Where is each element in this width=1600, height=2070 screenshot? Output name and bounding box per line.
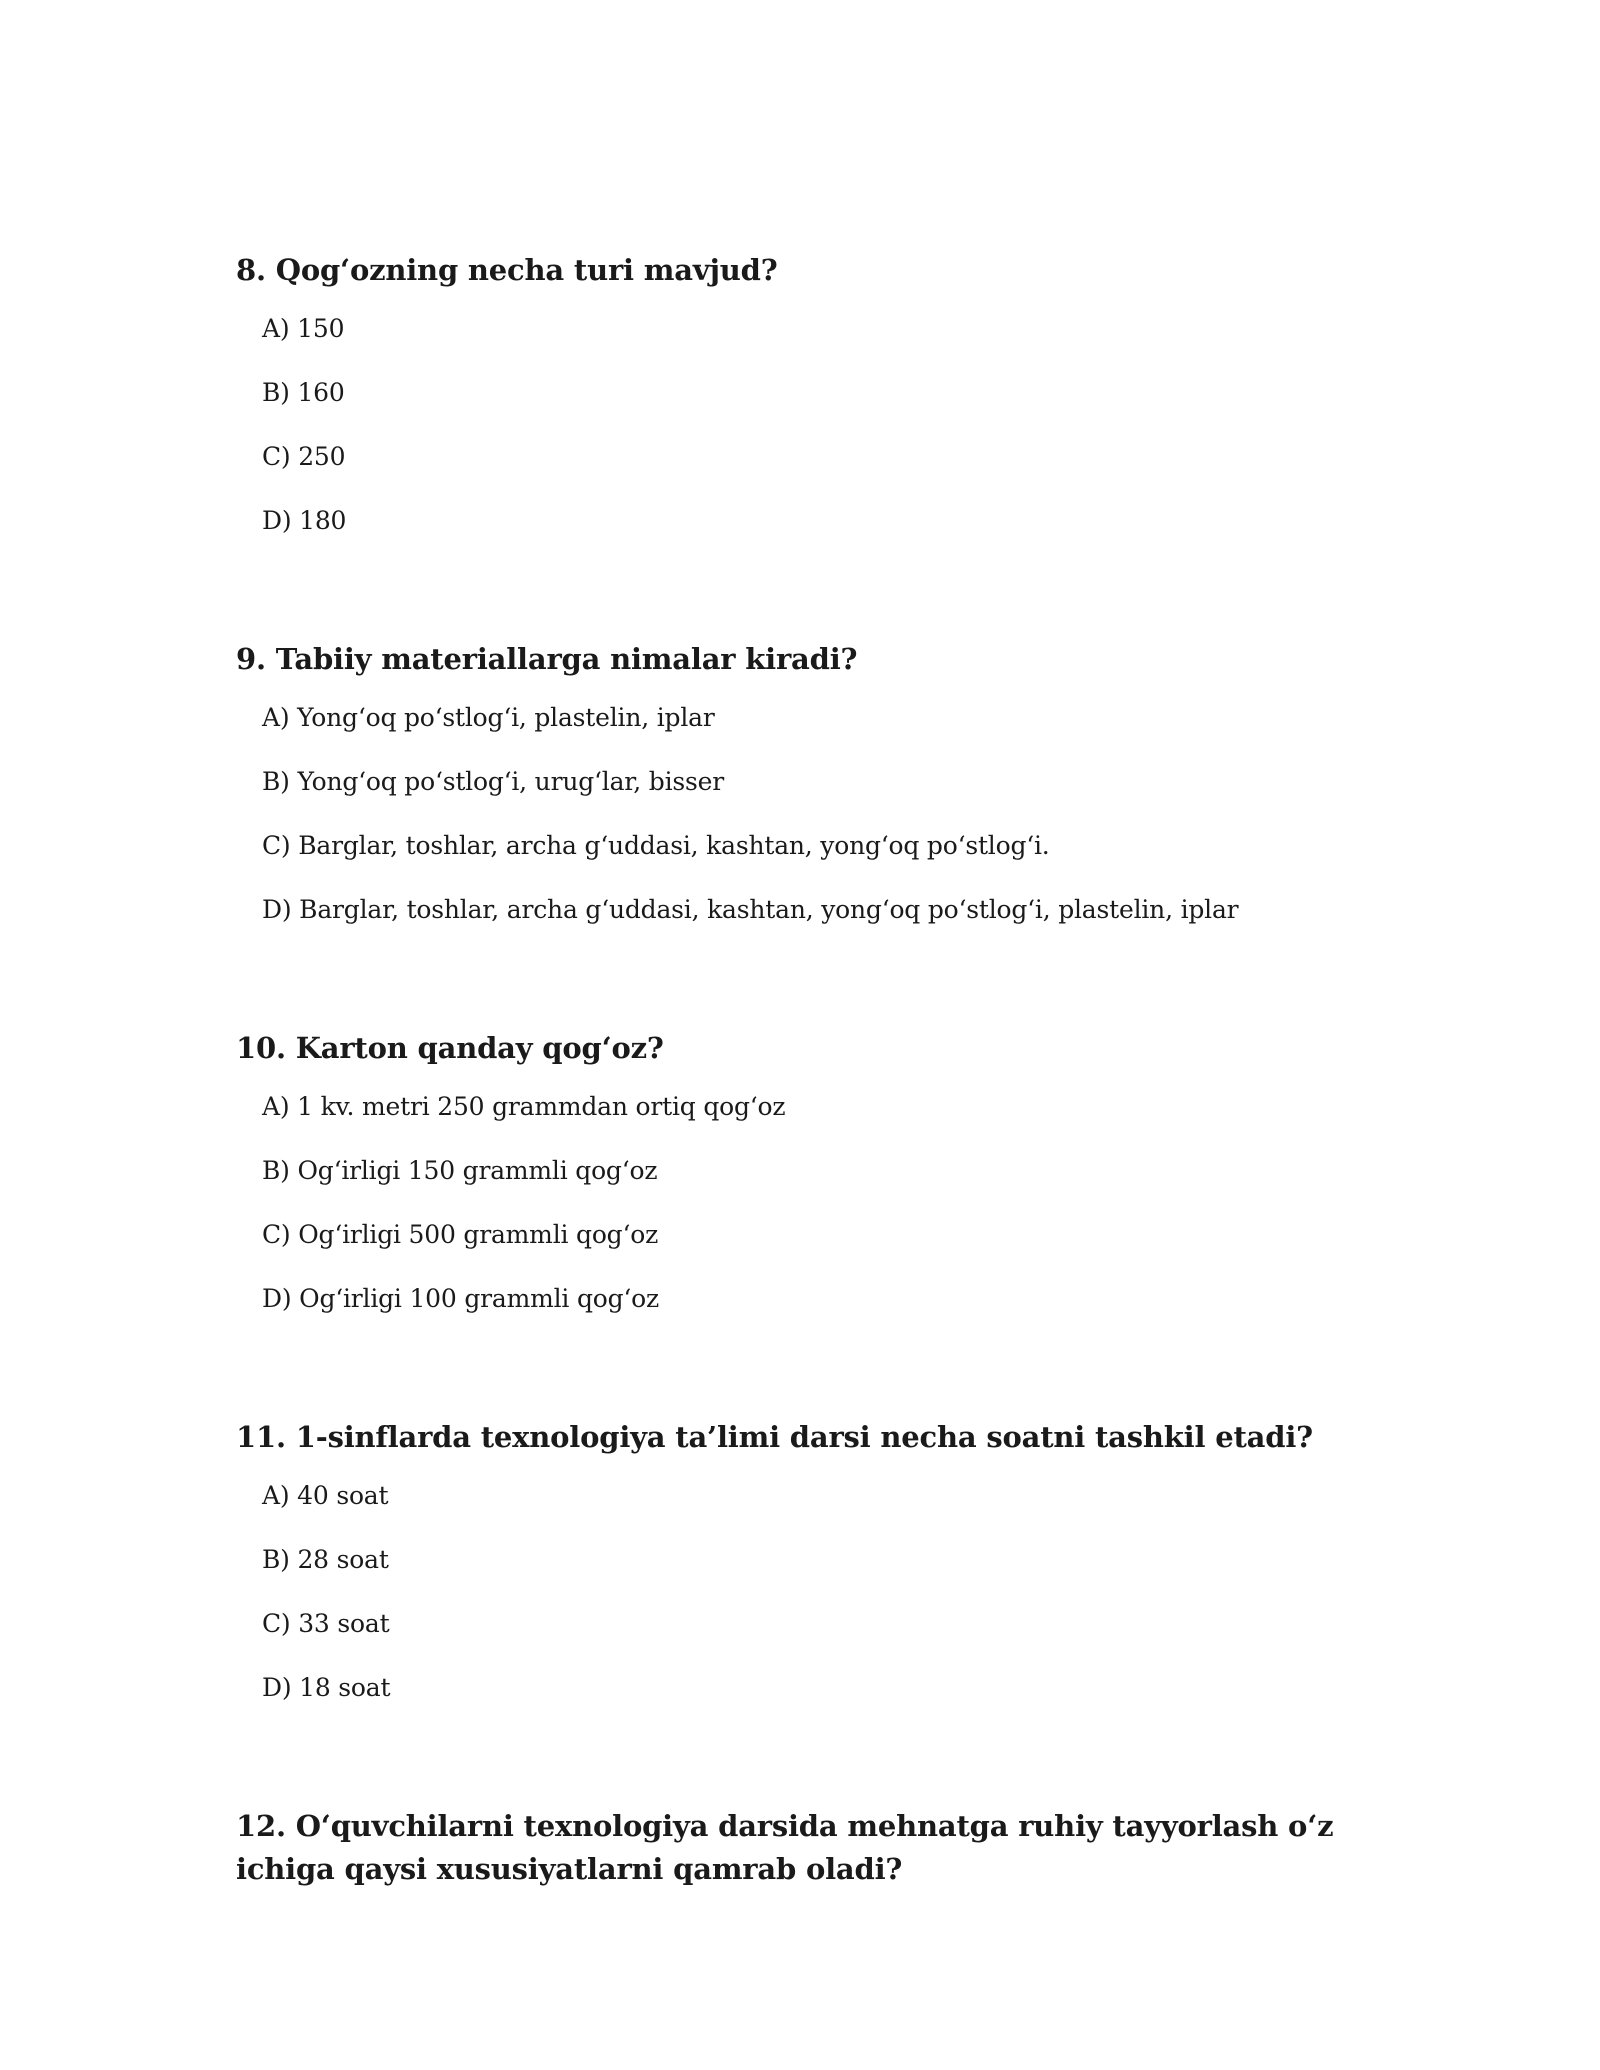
option-b: B) 160 bbox=[262, 378, 345, 407]
option-b: B) Yong‘oq po‘stlog‘i, urug‘lar, bisser bbox=[262, 767, 724, 796]
option-c: C) Og‘irligi 500 grammli qog‘oz bbox=[262, 1220, 659, 1249]
option-b: B) 28 soat bbox=[262, 1545, 389, 1574]
question-title: 9. Tabiiy materiallarga nimalar kiradi? bbox=[236, 642, 858, 676]
option-a: A) Yong‘oq po‘stlog‘i, plastelin, iplar bbox=[262, 703, 715, 732]
question-title: 10. Karton qanday qog‘oz? bbox=[236, 1031, 664, 1065]
question-title: 11. 1-sinflarda texnologiya ta’limi darsi necha soatni tashkil etadi? bbox=[236, 1420, 1313, 1454]
option-c: C) Barglar, toshlar, archa g‘uddasi, kashtan, yong‘oq po‘stlog‘i. bbox=[262, 831, 1050, 860]
option-c: C) 250 bbox=[262, 442, 346, 471]
option-a: A) 40 soat bbox=[262, 1481, 389, 1510]
question-10 bbox=[236, 1027, 1416, 1346]
options-list bbox=[262, 312, 1416, 568]
option-a: A) 1 kv. metri 250 grammdan ortiq qog‘oz bbox=[262, 1092, 786, 1121]
question-title: 8. Qog‘ozning necha turi mavjud? bbox=[236, 253, 778, 287]
question-11 bbox=[236, 1416, 1416, 1735]
option-c: C) 33 soat bbox=[262, 1609, 390, 1638]
question-8 bbox=[236, 249, 1416, 568]
option-d: D) 18 soat bbox=[262, 1673, 391, 1702]
option-d: D) Barglar, toshlar, archa g‘uddasi, kashtan, yong‘oq po‘stlog‘i, plastelin, iplar bbox=[262, 895, 1239, 924]
option-a: A) 150 bbox=[262, 314, 345, 343]
options-list bbox=[262, 1479, 1416, 1735]
options-list bbox=[262, 1090, 1416, 1346]
question-9 bbox=[236, 638, 1416, 957]
question-12 bbox=[236, 1805, 1336, 1891]
question-title: 12. O‘quvchilarni texnologiya darsida mehnatga ruhiy tayyorlash o‘z ichiga qaysi xususiyatlarni qamrab oladi? bbox=[236, 1809, 1334, 1886]
option-d: D) Og‘irligi 100 grammli qog‘oz bbox=[262, 1284, 659, 1313]
option-d: D) 180 bbox=[262, 506, 347, 535]
options-list bbox=[262, 701, 1416, 957]
option-b: B) Og‘irligi 150 grammli qog‘oz bbox=[262, 1156, 658, 1185]
